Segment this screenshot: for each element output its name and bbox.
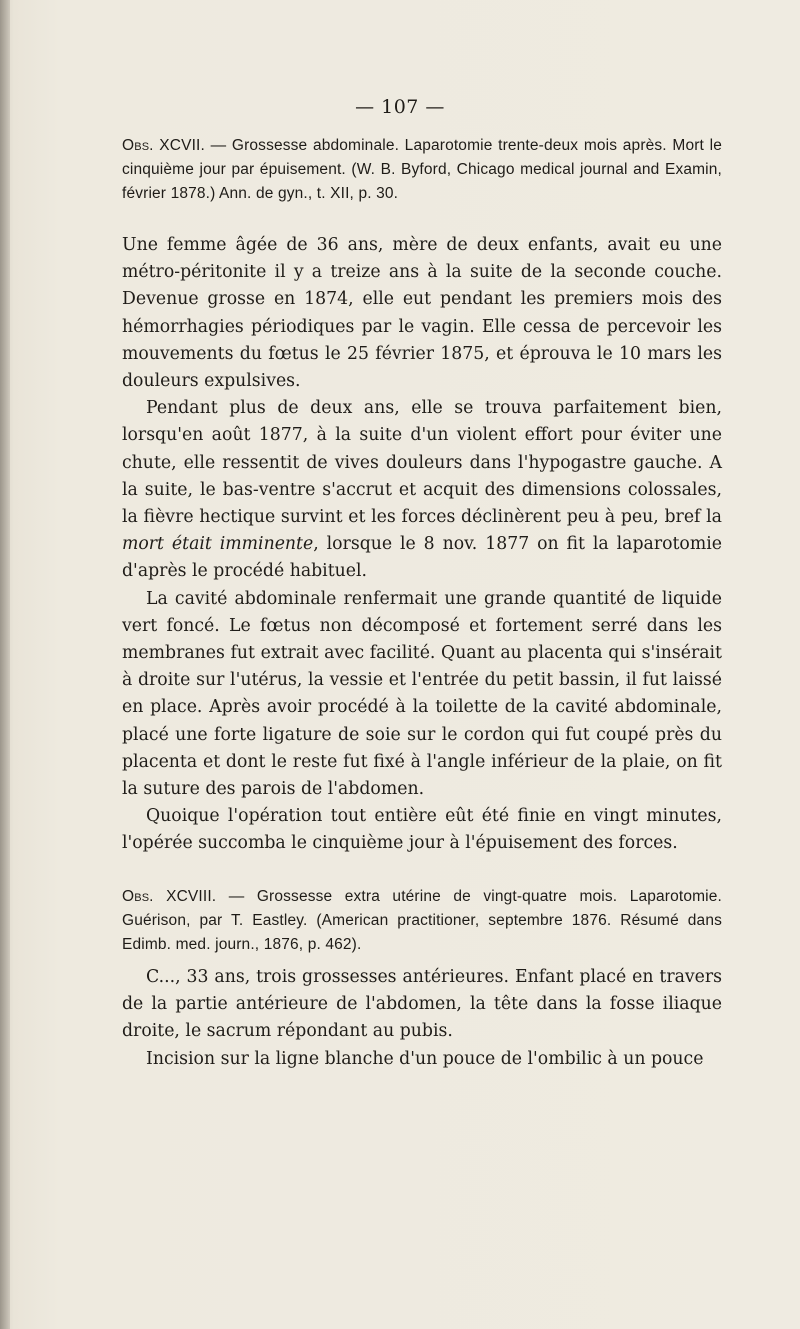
page-edge-shadow [0, 0, 10, 1329]
obs-xcvii-body [122, 232, 722, 858]
obs-xcviii-body [122, 964, 722, 1073]
obs-xcvii-italic-phrase: mort était imminente [122, 534, 314, 555]
obs-xcvii-header [122, 134, 722, 206]
obs-xcviii-header [122, 885, 722, 957]
obs-xcvii-paragraph-3: La cavité abdominale renfermait une grande quantité de liquide vert foncé. Le fœtus non décomposé et fortement serré dans les membranes fut extrait avec facilité. Quant au placenta qui s'insérait à droite sur l'utérus, la vessie et l'entrée du petit bassin, il fut laissé en place. Après avoir procédé à la toilette de la cavité abdominale, placé une forte ligature de soie sur le cordon qui fut coupé près du placenta et dont le reste fut fixé à l'angle inférieur de la plaie, on fit la suture des parois de l'abdomen. [122, 588, 722, 800]
obs-xcvii-paragraph-2-text: Pendant plus de deux ans, elle se trouva parfaitement bien, lorsqu'en août 1877, à la suite d'un violent effort pour éviter une chute, elle ressentit de vives douleurs dans l'hypogastre gauche. A la suite, le bas-ventre s'accrut et acquit des dimensions colossales, la fièvre hectique survint et les forces déclinèrent peu à peu, bref la [122, 398, 722, 528]
page-number: — 107 — [355, 96, 445, 118]
obs-xcviii-paragraph-2: Incision sur la ligne blanche d'un pouce de l'ombilic à un pouce [146, 1048, 704, 1069]
obs-xcvii-title: — Grossesse abdominale. Laparotomie trente-deux mois après. Mort le cinquième jour par épuisement. (W. B. Byford, Chicago medical journal and Examin, février 1878.) Ann. de gyn., t. XII, p. 30. [122, 137, 722, 202]
obs-xcvii-paragraph-2 [122, 395, 722, 585]
obs-xcviii-label: Obs. XCVIII. [122, 888, 217, 905]
obs-xcviii-title: — Grossesse extra utérine de vingt-quatre mois. Laparotomie. Guérison, par T. Eastley. (American practitioner, septembre 1876. Résumé dans Edimb. med. journ., 1876, p. 462). [122, 888, 722, 953]
obs-xcvii-paragraph-2-end: , lorsque le 8 nov. 1877 on fit la laparotomie d'après le procédé habituel. [122, 534, 722, 582]
obs-xcvii-label: Obs. XCVII. [122, 137, 205, 154]
obs-xcvii-paragraph-4: Quoique l'opération tout entière eût été finie en vingt minutes, l'opérée succomba le cinquième jour à l'épuisement des forces. [122, 806, 722, 854]
obs-xcvii-paragraph-1: Une femme âgée de 36 ans, mère de deux enfants, avait eu une métro-péritonite il y a treize ans à la suite de la seconde couche. Devenue grosse en 1874, elle eut pendant les premiers mois des hémorrhagies périodiques par le vagin. Elle cessa de percevoir les mouvements du fœtus le 25 février 1875, et éprouva le 10 mars les douleurs expulsives. [122, 235, 722, 392]
obs-xcviii-paragraph-1: C..., 33 ans, trois grossesses antérieures. Enfant placé en travers de la partie antérieure de l'abdomen, la tête dans la fosse iliaque droite, le sacrum répondant au pubis. [122, 967, 722, 1042]
